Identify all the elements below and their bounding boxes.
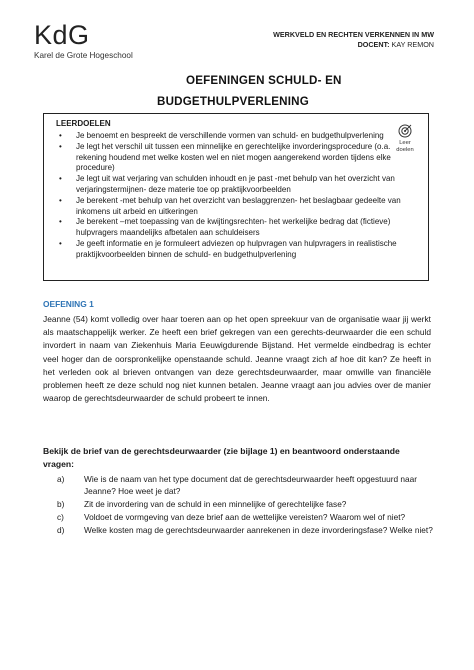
bullet: • [59, 131, 62, 140]
list-item: • Je geeft informatie en je formuleert adviezen op hulpvragen van hulpvragers in realistische praktijkvoorbeelden binnen de schuld- en budgethulpverlening [59, 238, 397, 259]
question-item [43, 498, 433, 510]
logo-mark: KdG [34, 20, 90, 50]
question-item [43, 511, 433, 523]
exercise-paragraph: Jeanne (54) komt volledig over haar toeren aan op het open spreekuur van de organisatie waar jij werkt als maatschappelijk werker. Ze heeft een brief gekregen van een gerechts-deurwaarder die een schuld invordert in naam van Ziekenhuis Maria Eeuwigdurende Bijstand. Het vermelde eindbedrag is echter veel hoger dan de oorspronkelijke openstaande schuld. Jeanne vraagt zich af hoe dit kan? Ze heeft in het verleden ook al brieven ontvangen van deze gerechtsdeurwaarder, maar omwille van financiële problemen heeft ze deze schuld nog niet kunnen betalen. Jeanne vraagt aan jou advies over de manier waarop de gerechtsdeurwaarder de schuld probeert te innen. [43, 314, 431, 404]
bullet: • [59, 195, 62, 205]
question-text: Zit de invordering van de schuld in een minnelijke of gerechtelijke fase? [84, 499, 347, 510]
question-list [43, 473, 433, 537]
bullet: • [59, 141, 62, 151]
teacher-label: DOCENT: [357, 40, 390, 49]
list-item: • Je benoemt en bespreekt de verschillende vormen van schuld- en budgethulpverlening [59, 131, 384, 140]
learning-goals-list [56, 131, 406, 261]
list-item: • Je legt het verschil uit tussen een minnelijke en gerechtelijke invorderingsprocedure (o.a. rekening houdend met welke kosten wel en niet mogen aangerekend worden tijdens elke procedure) [59, 141, 391, 173]
logo-subtitle: Karel de Grote Hogeschool [34, 51, 133, 60]
kdg-logo [34, 22, 133, 60]
question-label: c) [57, 512, 64, 523]
question-item [43, 524, 433, 536]
learning-goals-icon-label: Leer doelen [396, 140, 414, 153]
exercise-instruction: Bekijk de brief van de gerechtsdeurwaarder (zie bijlage 1) en beantwoord onderstaande vragen: [43, 446, 400, 469]
bullet: • [59, 174, 62, 184]
question-label: a) [57, 474, 65, 484]
bullet: • [59, 238, 62, 248]
bullet: • [59, 217, 62, 227]
question-item [43, 473, 433, 498]
learning-goals-box [43, 113, 429, 281]
question-label: d) [57, 525, 65, 536]
course-title: WERKVELD EN RECHTEN VERKENNEN IN MW [273, 30, 434, 39]
page-header [273, 30, 434, 50]
question-label: b) [57, 499, 65, 510]
question-text: Welke kosten mag de gerechtsdeurwaarder aanrekenen in deze invorderingsfase? Welke niet? [84, 525, 433, 536]
document-title-line-1: OEFENINGEN SCHULD- EN [186, 74, 342, 87]
exercise-title: OEFENING 1 [43, 299, 94, 309]
document-title-line-2: BUDGETHULPVERLENING [157, 95, 309, 108]
teacher-name: KAY REMON [391, 40, 434, 49]
learning-goals-heading: LEERDOELEN [56, 119, 111, 128]
question-text: Wie is de naam van het type document dat de gerechtsdeurwaarder heeft opgestuurd naar Jeanne? Hoe weet je dat? [84, 474, 418, 497]
question-text: Voldoet de vormgeving van deze brief aan de wettelijke vereisten? Waarom wel of niet? [84, 512, 406, 523]
list-item: • Je berekent –met toepassing van de kwijtingsrechten- het werkelijke bedrag dat (fictieve) hulpvragers maandelijks afbetalen aan schuldeisers [59, 217, 391, 238]
list-item: • Je legt uit wat verjaring van schulden inhoudt en je past -met behulp van het overzicht van verjaringstermijnen- deze materie toe op praktijkvoorbeelden [59, 174, 395, 194]
list-item: • Je berekent -met behulp van het overzicht van beslaggrenzen- het beslagbaar gedeelte van inkomens uit arbeid en uitkeringen [59, 195, 401, 216]
